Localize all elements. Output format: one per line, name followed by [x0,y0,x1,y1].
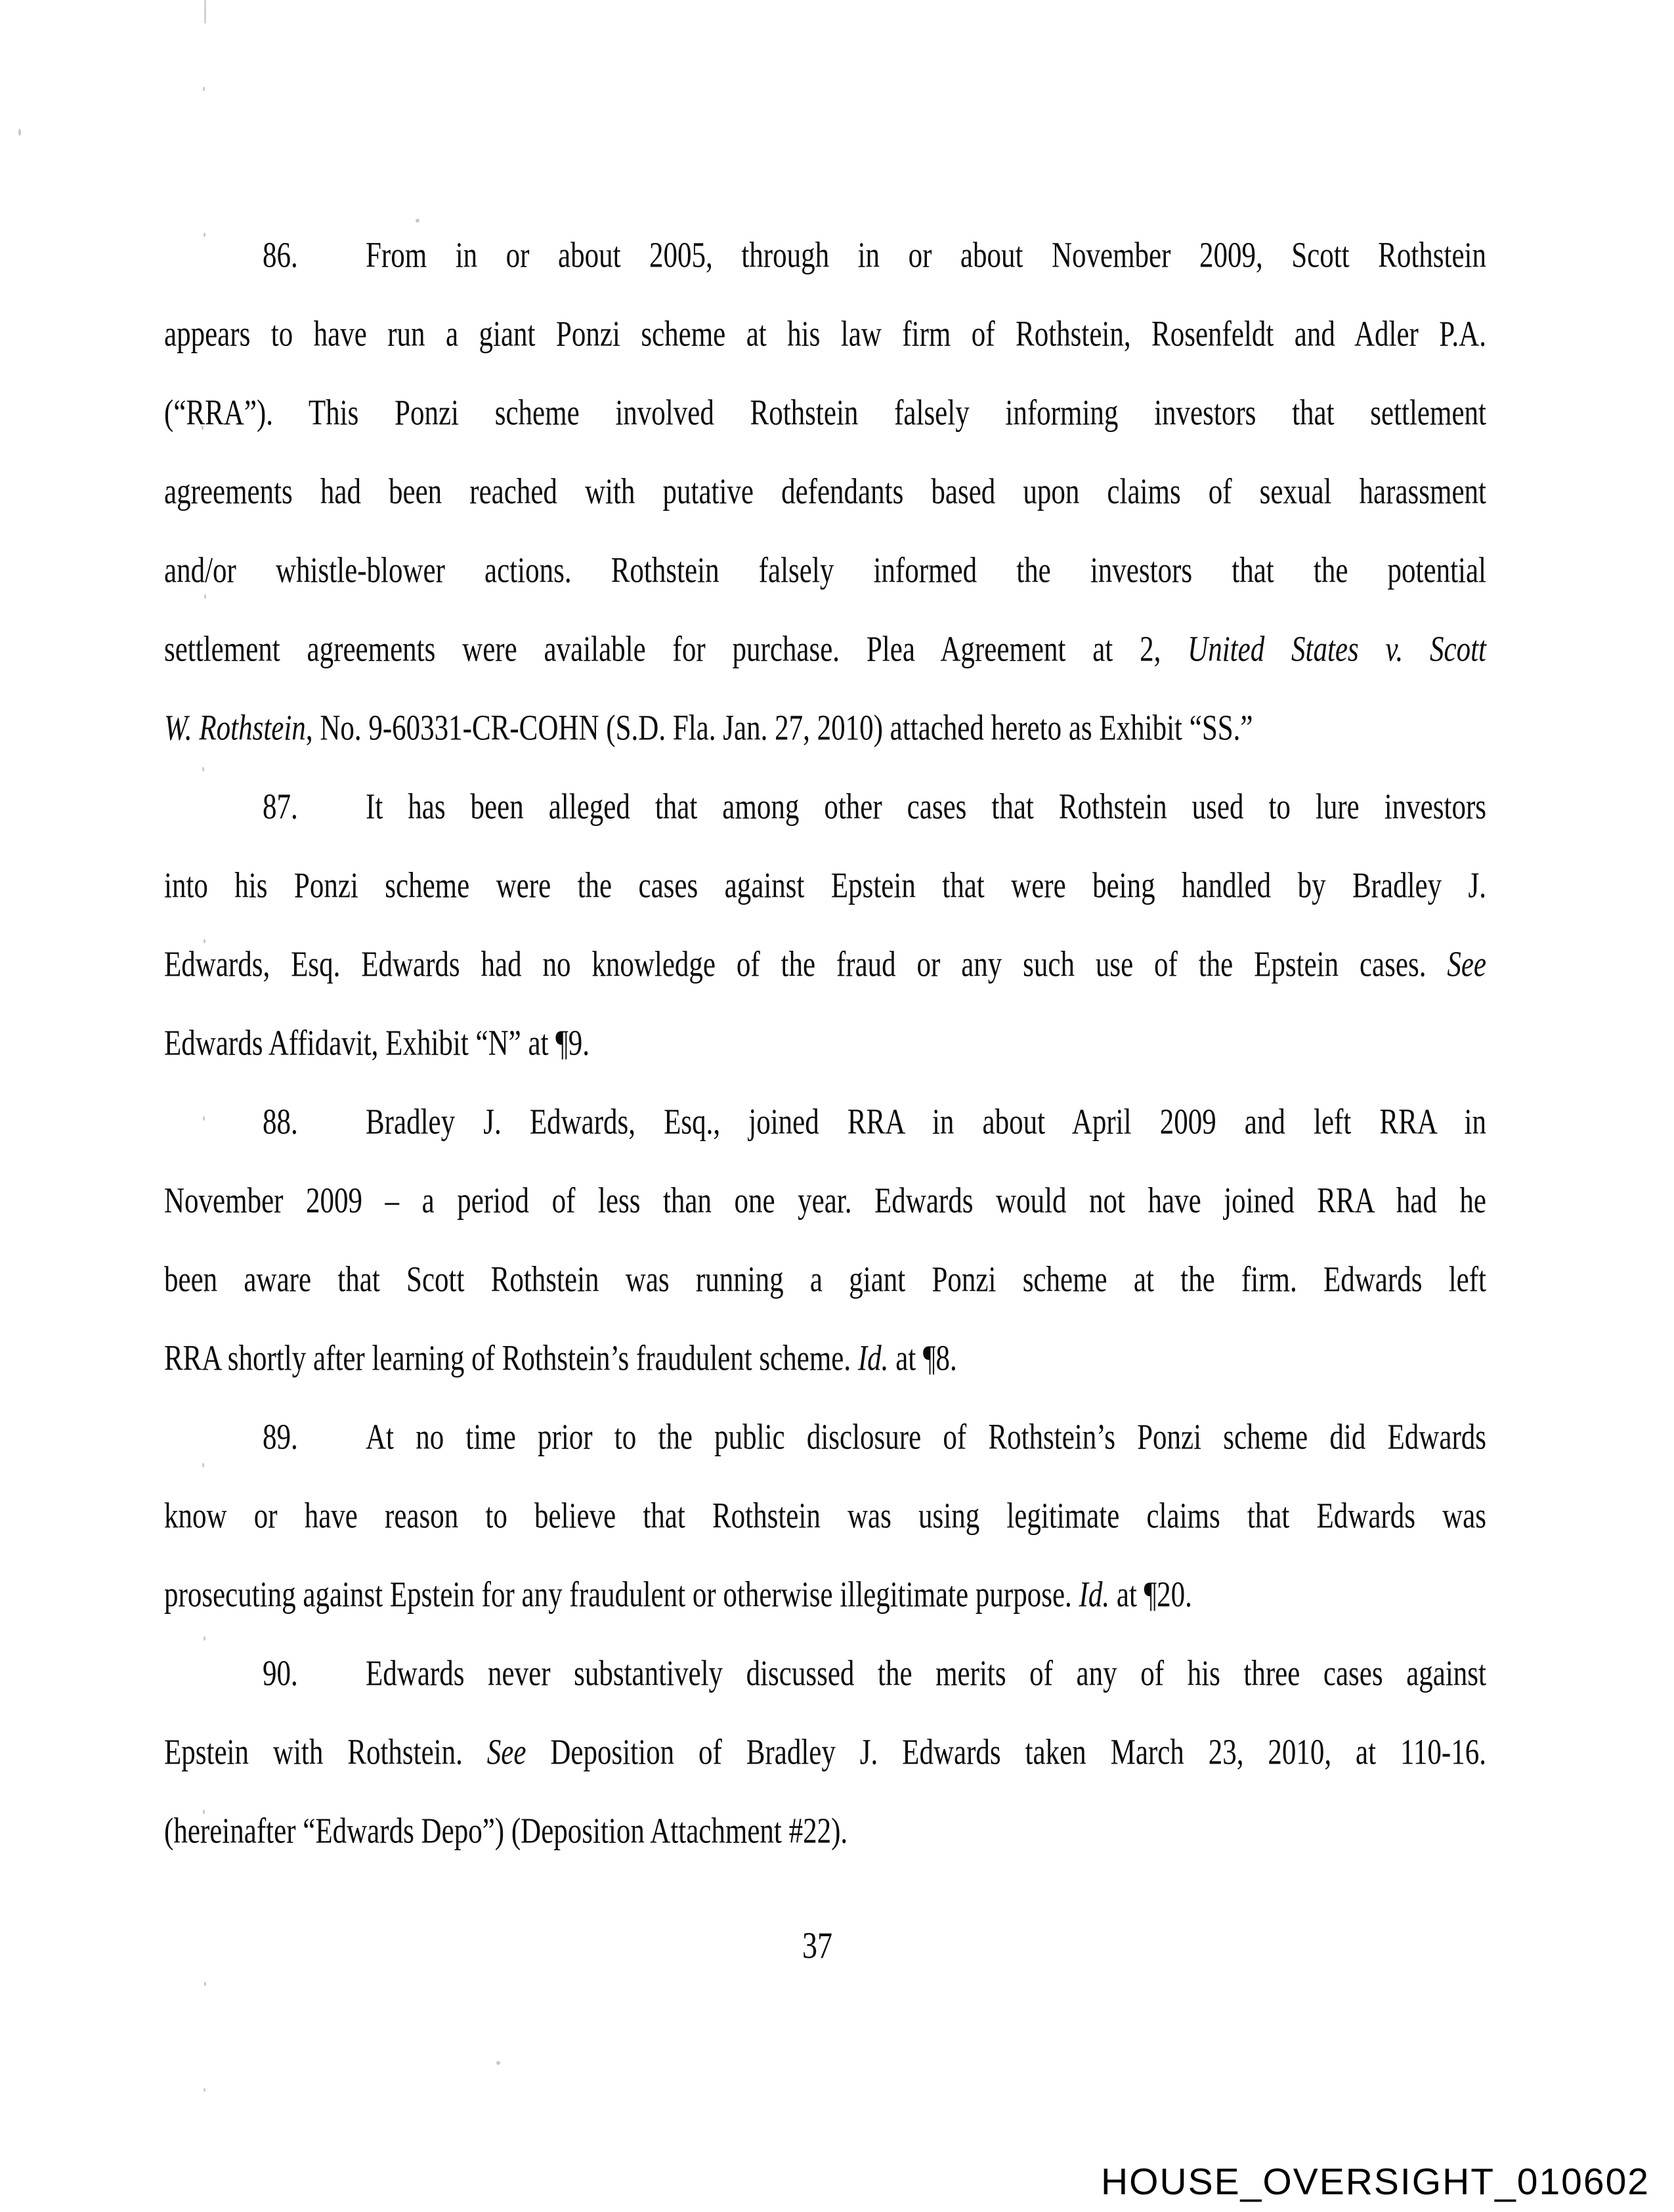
scan-artifact [496,2061,500,2065]
text-segment: It has been alleged that among other cases that Rothstein used to lure investors [366,787,1486,827]
text-segment: at ¶8. [888,1339,957,1379]
text-segment: prosecuting against Epstein for any fraudulent or otherwise illegitimate purpose. [164,1575,1079,1615]
text-segment: and/or whistle-blower actions. Rothstein falsely informed the investors that the potential [164,551,1486,591]
paragraph [164,217,1486,768]
scan-artifact [204,1982,206,1986]
text-segment: Edwards Affidavit, Exhibit “N” at ¶9. [164,1024,590,1064]
text-segment: Bradley J. Edwards, Esq., joined RRA in about April 2009 and left RRA in [366,1102,1486,1142]
paragraph [164,1399,1486,1635]
paragraph [164,1635,1486,1871]
paragraph-number: 87. [263,787,298,827]
text-segment: been aware that Scott Rothstein was running a giant Ponzi scheme at the firm. Edwards left [164,1260,1486,1300]
text-segment: United States v. Scott [1188,630,1486,670]
document-body [164,217,1486,1871]
paragraph-number: 90. [263,1654,298,1694]
paragraph [164,768,1486,1083]
text-segment: W. Rothstein [164,708,306,748]
text-segment: See [1447,945,1486,985]
paragraph-number: 89. [263,1418,298,1458]
scan-artifact [18,129,21,136]
text-segment: Epstein with Rothstein. [164,1733,487,1773]
text-segment: See [486,1733,526,1773]
scan-artifact [204,2088,205,2092]
page-number: 37 [802,1924,832,1966]
paragraph [164,1083,1486,1399]
text-segment: (“RRA”). This Ponzi scheme involved Rothstein falsely informing investors that settlement [164,393,1486,433]
text-segment: agreements had been reached with putative defendants based upon claims of sexual harassment [164,472,1486,512]
text-segment: at ¶20. [1109,1575,1192,1615]
bates-stamp: HOUSE_OVERSIGHT_010602 [1100,2161,1650,2203]
text-segment: appears to have run a giant Ponzi scheme at his law firm of Rothstein, Rosenfeldt and Adler P.A. [164,314,1486,355]
text-segment: , No. 9-60331-CR-COHN (S.D. Fla. Jan. 27, 2010) attached hereto as Exhibit “SS.” [305,708,1253,748]
text-segment: At no time prior to the public disclosure of Rothstein’s Ponzi scheme did Edwards [366,1418,1486,1458]
text-segment: settlement agreements were available for purchase. Plea Agreement at 2, [164,630,1188,670]
text-segment: into his Ponzi scheme were the cases against Epstein that were being handled by Bradley J. [164,866,1486,906]
paragraph-number: 88. [263,1102,298,1142]
scan-artifact [204,0,206,24]
text-segment: Deposition of Bradley J. Edwards taken March 23, 2010, at 110-16. [526,1733,1486,1773]
text-segment: (hereinafter “Edwards Depo”) (Deposition Attachment #22). [164,1811,848,1852]
paragraph-line [164,1782,1486,1882]
scan-artifact [203,87,205,91]
text-segment: RRA shortly after learning of Rothstein’s fraudulent scheme. [164,1339,858,1379]
paragraph-number: 86. [263,236,298,276]
text-segment: From in or about 2005, through in or about November 2009, Scott Rothstein [366,236,1486,276]
text-segment: Edwards never substantively discussed the merits of any of his three cases against [366,1654,1486,1694]
text-segment: Id. [1079,1575,1110,1615]
text-segment: November 2009 – a period of less than one year. Edwards would not have joined RRA had he [164,1181,1486,1221]
text-segment: Edwards, Esq. Edwards had no knowledge of the fraud or any such use of the Epstein cases. [164,945,1448,985]
text-segment: Id. [857,1339,889,1379]
text-segment: know or have reason to believe that Rothstein was using legitimate claims that Edwards was [164,1496,1486,1536]
